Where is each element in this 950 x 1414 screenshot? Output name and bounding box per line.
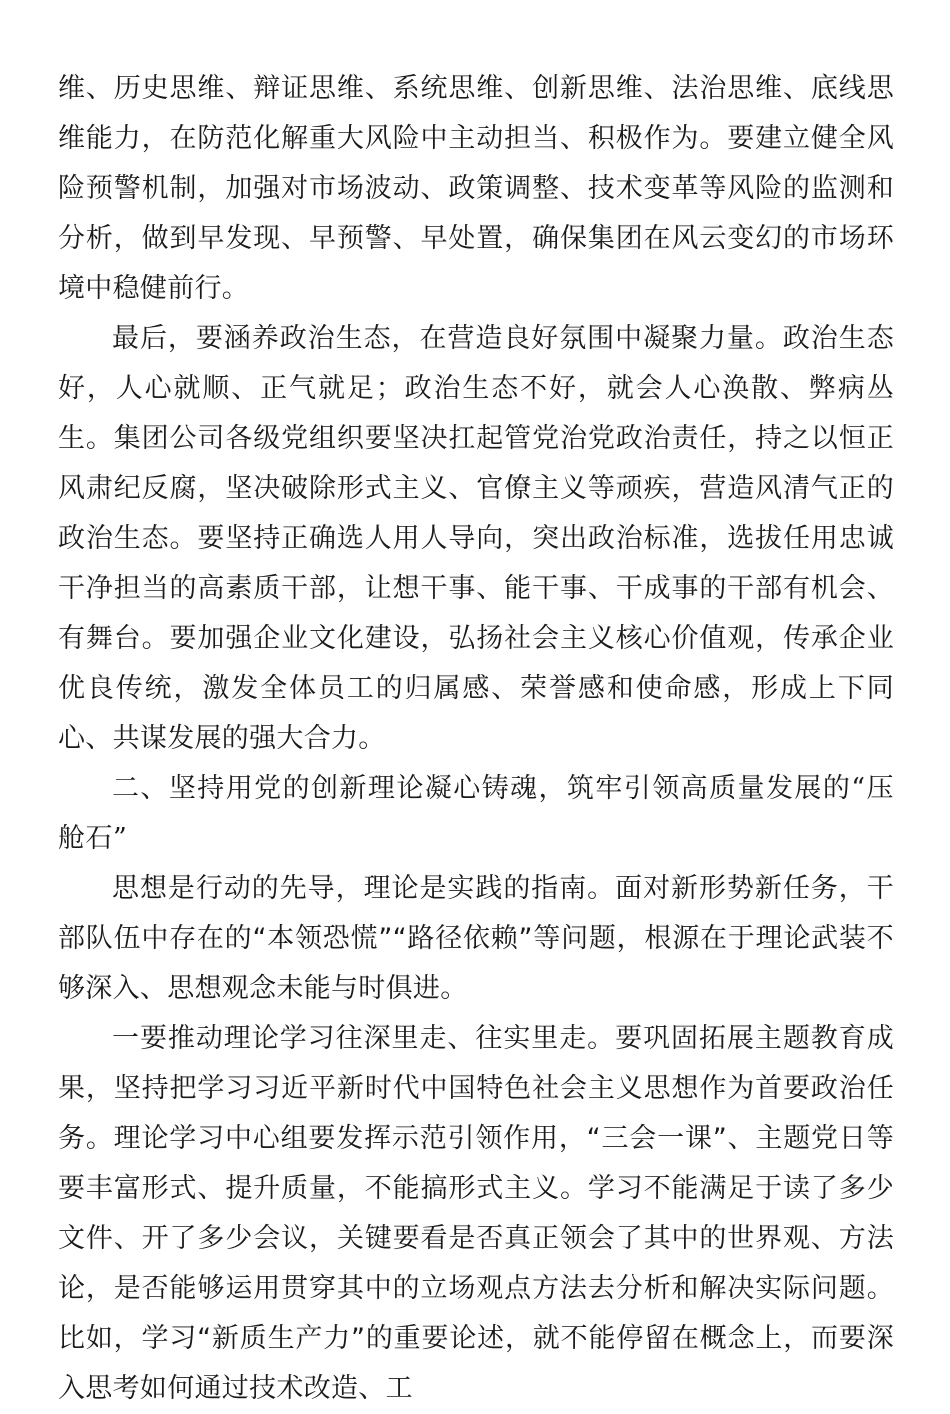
document-page <box>58 64 894 1414</box>
body-paragraph: 最后，要涵养政治生态，在营造良好氛围中凝聚力量。政治生态好，人心就顺、正气就足；政治生态不好，就会人心涣散、弊病丛生。集团公司各级党组织要坚决扛起管党治党政治责任，持之以恒正风肃纪反腐，坚决破除形式主义、官僚主义等顽疾，营造风清气正的政治生态。要坚持正确选人用人导向，突出政治标准，选拔任用忠诚干净担当的高素质干部，让想干事、能干事、干成事的干部有机会、有舞台。要加强企业文化建设，弘扬社会主义核心价值观，传承企业优良传统，激发全体员工的归属感、荣誉感和使命感，形成上下同心、共谋发展的强大合力。 <box>58 323 894 754</box>
section-heading: 二、坚持用党的创新理论凝心铸魂，筑牢引领高质量发展的“压舱石” <box>58 773 894 854</box>
body-paragraph: 思想是行动的先导，理论是实践的指南。面对新形势新任务，干部队伍中存在的“本领恐慌”“路径依赖”等问题，根源在于理论武装不够深入、思想观念未能与时俱进。 <box>58 873 894 1004</box>
body-paragraph: 维、历史思维、辩证思维、系统思维、创新思维、法治思维、底线思维能力，在防范化解重大风险中主动担当、积极作为。要建立健全风险预警机制，加强对市场波动、政策调整、技术变革等风险的监测和分析，做到早发现、早预警、早处置，确保集团在风云变幻的市场环境中稳健前行。 <box>58 73 894 304</box>
body-paragraph: 一要推动理论学习往深里走、往实里走。要巩固拓展主题教育成果，坚持把学习习近平新时代中国特色社会主义思想作为首要政治任务。理论学习中心组要发挥示范引领作用，“三会一课”、主题党日等要丰富形式、提升质量，不能搞形式主义。学习不能满足于读了多少文件、开了多少会议，关键要看是否真正领会了其中的世界观、方法论，是否能够运用贯穿其中的立场观点方法去分析和解决实际问题。比如，学习“新质生产力”的重要论述，就不能停留在概念上，而要深入思考如何通过技术改造、工 <box>58 1023 894 1404</box>
